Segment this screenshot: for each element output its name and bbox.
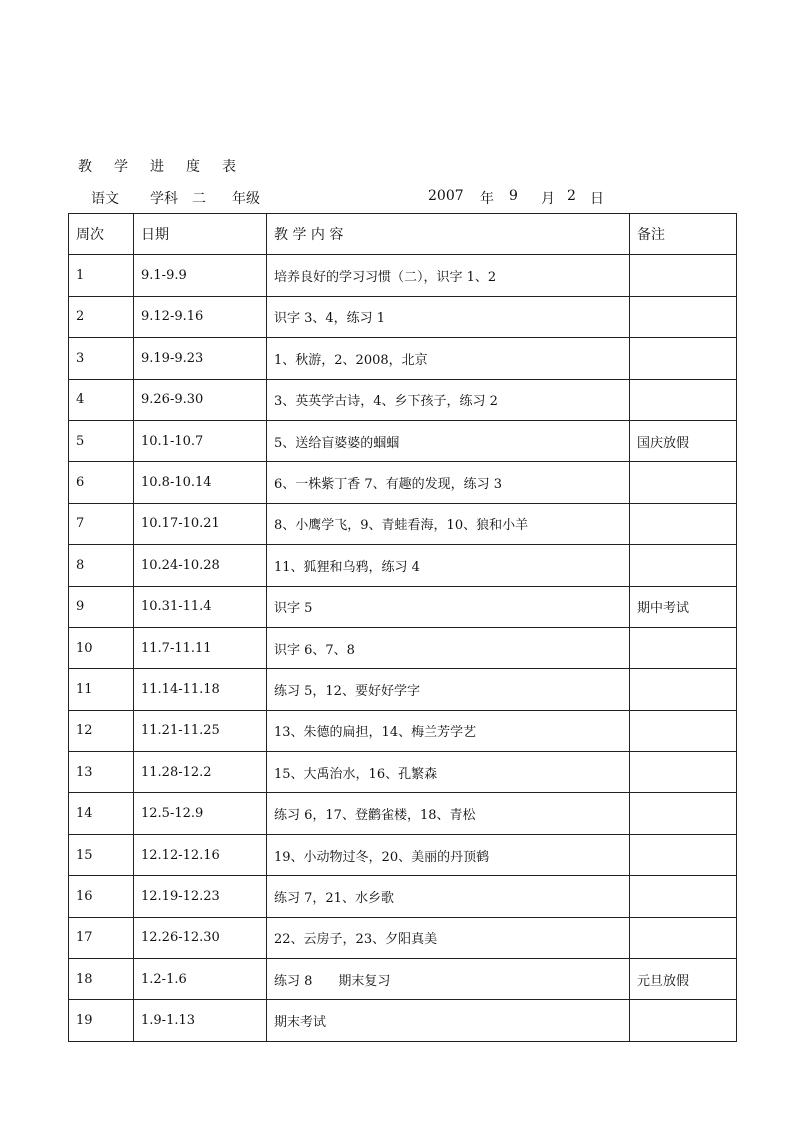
table-row — [69, 545, 737, 586]
cell-content: 5、送给盲婆婆的蝈蝈 — [267, 420, 630, 461]
cell-week: 8 — [69, 545, 134, 586]
table-header-row — [69, 214, 737, 255]
table-row — [69, 420, 737, 461]
grade-value: 二 — [192, 191, 206, 207]
table-row — [69, 917, 737, 958]
cell-week: 14 — [69, 793, 134, 834]
cell-note — [630, 379, 737, 420]
cell-week: 19 — [69, 1000, 134, 1041]
date-day-label: 日 — [590, 191, 604, 207]
cell-date: 11.14-11.18 — [134, 669, 267, 710]
table-row — [69, 876, 737, 917]
cell-content: 期末考试 — [267, 1000, 630, 1041]
cell-date: 1.9-1.13 — [134, 1000, 267, 1041]
header-date: 日期 — [134, 214, 267, 255]
cell-date: 12.12-12.16 — [134, 834, 267, 875]
cell-content: 3、英英学古诗，4、乡下孩子，练习 2 — [267, 379, 630, 420]
table-row — [69, 752, 737, 793]
cell-note — [630, 752, 737, 793]
cell-content: 8、小鹰学飞，9、青蛙看海，10、狼和小羊 — [267, 503, 630, 544]
cell-date: 12.19-12.23 — [134, 876, 267, 917]
table-row — [69, 255, 737, 296]
cell-week: 2 — [69, 296, 134, 337]
date-month-label: 月 — [541, 191, 555, 207]
cell-date: 10.31-11.4 — [134, 586, 267, 627]
cell-note — [630, 296, 737, 337]
cell-content: 6、一株紫丁香 7、有趣的发现，练习 3 — [267, 462, 630, 503]
table-row — [69, 669, 737, 710]
cell-week: 13 — [69, 752, 134, 793]
cell-date: 10.17-10.21 — [134, 503, 267, 544]
table-row — [69, 793, 737, 834]
cell-content: 练习 6，17、登鹳雀楼，18、青松 — [267, 793, 630, 834]
date-year: 2007 — [428, 188, 464, 204]
title-char: 进 — [150, 159, 164, 175]
table-row — [69, 503, 737, 544]
table-row — [69, 338, 737, 379]
table-row — [69, 379, 737, 420]
cell-note — [630, 338, 737, 379]
cell-week: 18 — [69, 959, 134, 1000]
table-row — [69, 959, 737, 1000]
cell-content: 练习 5，12、要好好学字 — [267, 669, 630, 710]
table-row — [69, 296, 737, 337]
table-row — [69, 710, 737, 751]
cell-week: 3 — [69, 338, 134, 379]
cell-week: 16 — [69, 876, 134, 917]
header-content: 教 学 内 容 — [267, 214, 630, 255]
table-row — [69, 462, 737, 503]
title-char: 教 — [78, 159, 92, 175]
schedule-table — [68, 213, 737, 1042]
cell-date: 9.26-9.30 — [134, 379, 267, 420]
cell-note — [630, 876, 737, 917]
cell-content: 培养良好的学习习惯（二），识字 1、2 — [267, 255, 630, 296]
cell-note — [630, 917, 737, 958]
title-char: 学 — [114, 159, 128, 175]
cell-note — [630, 503, 737, 544]
header-week: 周次 — [69, 214, 134, 255]
cell-date: 1.2-1.6 — [134, 959, 267, 1000]
page-title — [78, 156, 258, 176]
cell-date: 12.26-12.30 — [134, 917, 267, 958]
cell-content: 识字 6、7、8 — [267, 627, 630, 668]
cell-content: 13、朱德的扁担，14、梅兰芳学艺 — [267, 710, 630, 751]
cell-date: 10.1-10.7 — [134, 420, 267, 461]
cell-date: 10.8-10.14 — [134, 462, 267, 503]
cell-note — [630, 793, 737, 834]
cell-date: 9.1-9.9 — [134, 255, 267, 296]
cell-note — [630, 669, 737, 710]
cell-week: 6 — [69, 462, 134, 503]
cell-note — [630, 255, 737, 296]
cell-date: 9.19-9.23 — [134, 338, 267, 379]
cell-note: 元旦放假 — [630, 959, 737, 1000]
cell-date: 12.5-12.9 — [134, 793, 267, 834]
cell-content: 15、大禹治水，16、孔繁森 — [267, 752, 630, 793]
date-day: 2 — [567, 188, 576, 204]
subject-label: 学科 — [150, 191, 178, 207]
cell-week: 4 — [69, 379, 134, 420]
cell-content: 1、秋游，2、2008，北京 — [267, 338, 630, 379]
cell-note — [630, 834, 737, 875]
cell-note: 国庆放假 — [630, 420, 737, 461]
cell-note: 期中考试 — [630, 586, 737, 627]
title-char: 表 — [222, 159, 236, 175]
cell-week: 1 — [69, 255, 134, 296]
cell-content: 识字 3、4，练习 1 — [267, 296, 630, 337]
cell-date: 11.7-11.11 — [134, 627, 267, 668]
cell-note — [630, 545, 737, 586]
cell-content: 练习 7，21、水乡歌 — [267, 876, 630, 917]
subject-value: 语文 — [91, 191, 119, 207]
cell-content: 19、小动物过冬，20、美丽的丹顶鹤 — [267, 834, 630, 875]
table-row — [69, 834, 737, 875]
cell-week: 7 — [69, 503, 134, 544]
cell-content: 22、云房子，23、夕阳真美 — [267, 917, 630, 958]
cell-note — [630, 1000, 737, 1041]
cell-date: 10.24-10.28 — [134, 545, 267, 586]
date-year-label: 年 — [480, 191, 494, 207]
cell-week: 9 — [69, 586, 134, 627]
cell-week: 10 — [69, 627, 134, 668]
cell-week: 12 — [69, 710, 134, 751]
cell-week: 15 — [69, 834, 134, 875]
cell-content: 识字 5 — [267, 586, 630, 627]
cell-week: 5 — [69, 420, 134, 461]
table-row — [69, 1000, 737, 1041]
cell-week: 11 — [69, 669, 134, 710]
cell-date: 9.12-9.16 — [134, 296, 267, 337]
cell-content: 练习 8 期末复习 — [267, 959, 630, 1000]
table-row — [69, 627, 737, 668]
cell-note — [630, 462, 737, 503]
cell-note — [630, 627, 737, 668]
table-row — [69, 586, 737, 627]
cell-date: 11.28-12.2 — [134, 752, 267, 793]
title-char: 度 — [186, 159, 200, 175]
cell-content: 11、狐狸和乌鸦，练习 4 — [267, 545, 630, 586]
date-month: 9 — [509, 188, 518, 204]
header-note: 备注 — [630, 214, 737, 255]
cell-week: 17 — [69, 917, 134, 958]
cell-date: 11.21-11.25 — [134, 710, 267, 751]
grade-label: 年级 — [232, 191, 260, 207]
cell-note — [630, 710, 737, 751]
